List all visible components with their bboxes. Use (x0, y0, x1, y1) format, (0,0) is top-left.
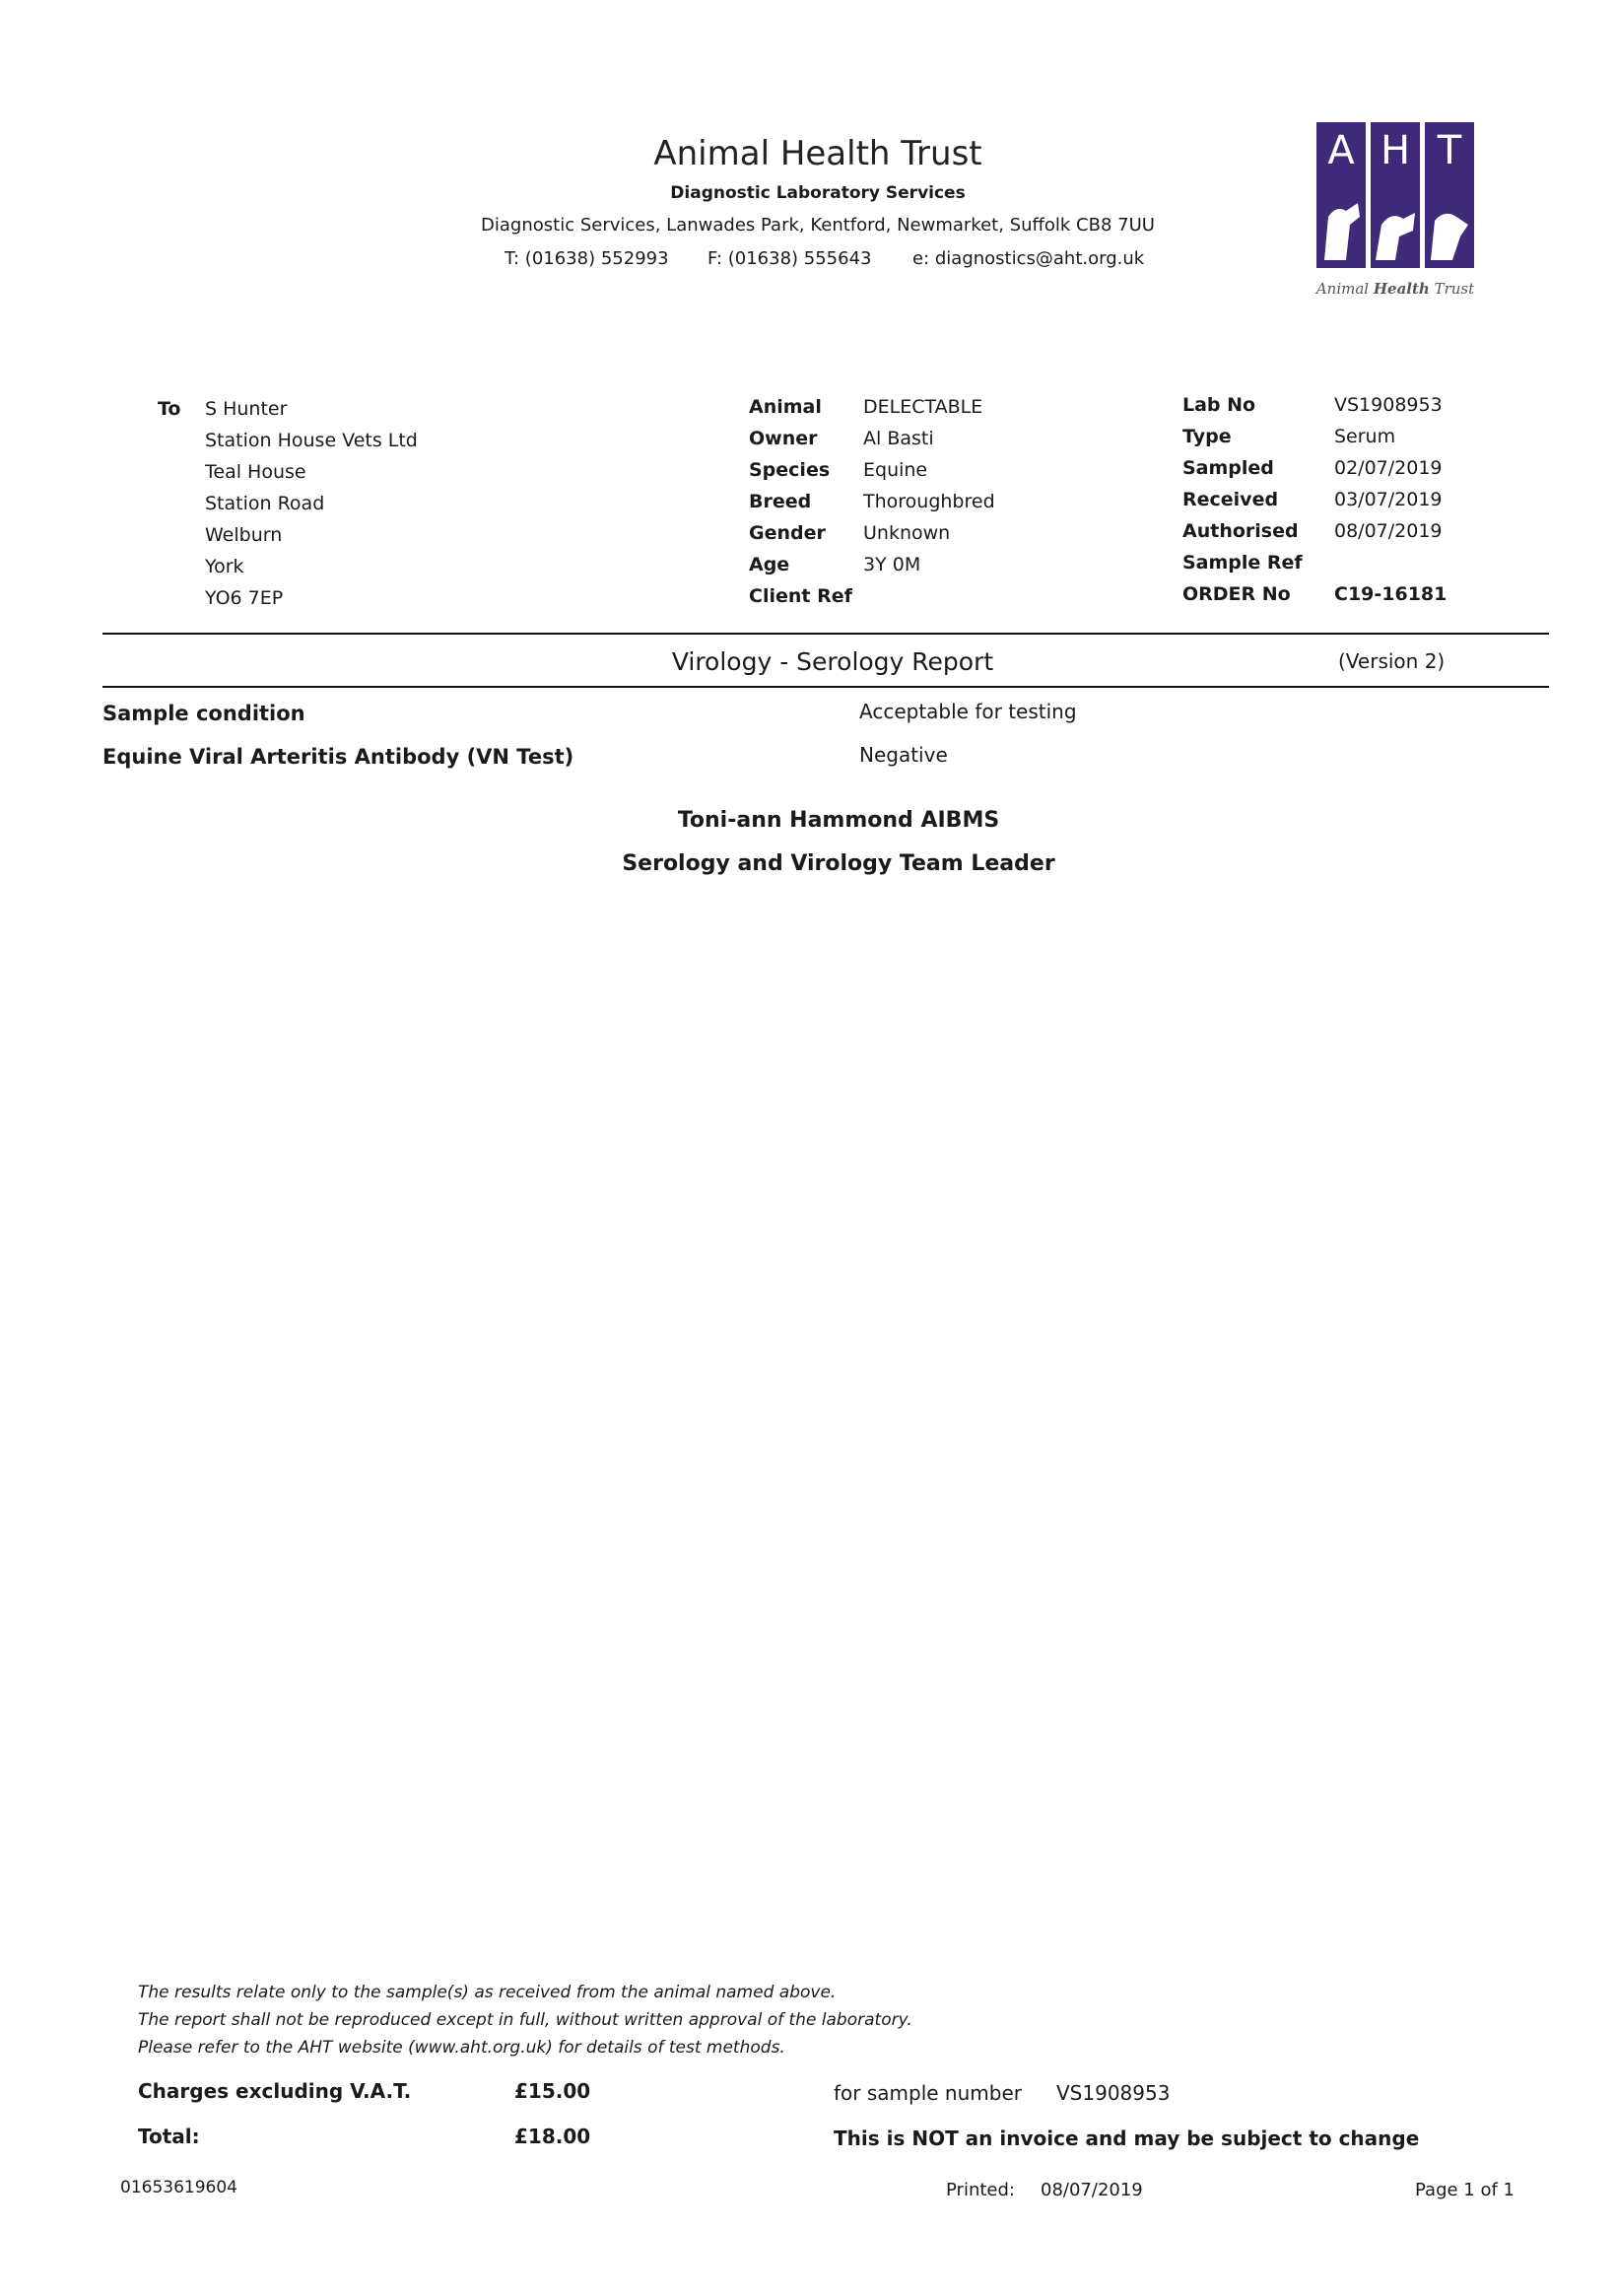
sample-ref-label: Sample Ref (1182, 552, 1303, 574)
order-no-value: C19-16181 (1334, 583, 1448, 605)
charges-excl-vat-value: £15.00 (514, 2079, 591, 2103)
aht-logo (1316, 122, 1474, 268)
org-subtitle: Diagnostic Laboratory Services (670, 183, 966, 203)
client-ref-label: Client Ref (749, 585, 852, 607)
lab-no-value: VS1908953 (1334, 394, 1443, 416)
owner-value: Al Basti (863, 428, 934, 449)
total-value: £18.00 (514, 2125, 591, 2148)
org-address: Diagnostic Services, Lanwades Park, Kentford, Newmarket, Suffolk CB8 7UU (481, 215, 1155, 236)
sampled-value: 02/07/2019 (1334, 457, 1443, 479)
owner-label: Owner (749, 428, 818, 449)
type-label: Type (1182, 426, 1232, 447)
org-name: Animal Health Trust (653, 134, 982, 173)
type-value: Serum (1334, 426, 1396, 447)
address-line: Welburn (205, 524, 283, 546)
signatory-name: Toni-ann Hammond AIBMS (677, 808, 1000, 833)
gender-label: Gender (749, 522, 826, 544)
disclaimer-line: The report shall not be reproduced except in full, without written approval of the laboratory. (138, 2010, 912, 2030)
order-no-label: ORDER No (1182, 583, 1291, 605)
svg-text:A: A (1327, 128, 1355, 173)
lab-no-label: Lab No (1182, 394, 1256, 416)
disclaimer-line: Please refer to the AHT website (www.aht.org.uk) for details of test methods. (138, 2038, 785, 2058)
authorised-value: 08/07/2019 (1334, 520, 1443, 542)
received-value: 03/07/2019 (1334, 489, 1443, 510)
address-line: Station Road (205, 493, 325, 514)
species-label: Species (749, 459, 831, 481)
gender-value: Unknown (863, 522, 951, 544)
svg-text:T: T (1437, 128, 1462, 173)
to-label: To (158, 398, 181, 420)
result-label-eva-antibody: Equine Viral Arteritis Antibody (VN Test) (102, 745, 574, 769)
charges-excl-vat-label: Charges excluding V.A.T. (138, 2079, 412, 2103)
org-email: e: diagnostics@aht.org.uk (912, 248, 1145, 269)
org-fax: F: (01638) 555643 (707, 248, 872, 269)
printed-label: Printed: (946, 2180, 1015, 2200)
signatory-role: Serology and Virology Team Leader (622, 851, 1055, 876)
address-line: York (205, 556, 244, 577)
animal-value: DELECTABLE (863, 396, 983, 418)
svg-text:H: H (1380, 128, 1411, 173)
divider-bottom (102, 686, 1549, 688)
authorised-label: Authorised (1182, 520, 1299, 542)
page-number: Page 1 of 1 (1415, 2180, 1515, 2200)
address-line: Teal House (205, 461, 306, 483)
total-label: Total: (138, 2125, 200, 2148)
for-sample-label: for sample number (834, 2081, 1022, 2105)
address-line: S Hunter (205, 398, 288, 420)
not-invoice-notice: This is NOT an invoice and may be subject to change (834, 2127, 1420, 2150)
logo-caption: Animal Health Trust (1315, 280, 1475, 298)
divider-top (102, 633, 1549, 635)
breed-value: Thoroughbred (863, 491, 995, 512)
received-label: Received (1182, 489, 1279, 510)
result-value-sample-condition: Acceptable for testing (859, 700, 1077, 723)
breed-label: Breed (749, 491, 812, 512)
age-label: Age (749, 554, 790, 575)
report-title: Virology - Serology Report (671, 647, 994, 676)
sampled-label: Sampled (1182, 457, 1274, 479)
result-label-sample-condition: Sample condition (102, 702, 305, 725)
org-telephone: T: (01638) 552993 (505, 248, 669, 269)
animal-label: Animal (749, 396, 822, 418)
result-value-eva-antibody: Negative (859, 743, 948, 767)
address-line: Station House Vets Ltd (205, 430, 418, 451)
printed-date: 08/07/2019 (1041, 2180, 1143, 2200)
for-sample-number: VS1908953 (1056, 2081, 1171, 2105)
age-value: 3Y 0M (863, 554, 921, 575)
disclaimer-line: The results relate only to the sample(s) as received from the animal named above. (138, 1983, 837, 2002)
report-version: (Version 2) (1338, 649, 1446, 673)
species-value: Equine (863, 459, 928, 481)
footer-reference: 01653619604 (120, 2178, 237, 2197)
address-line: YO6 7EP (205, 587, 284, 609)
